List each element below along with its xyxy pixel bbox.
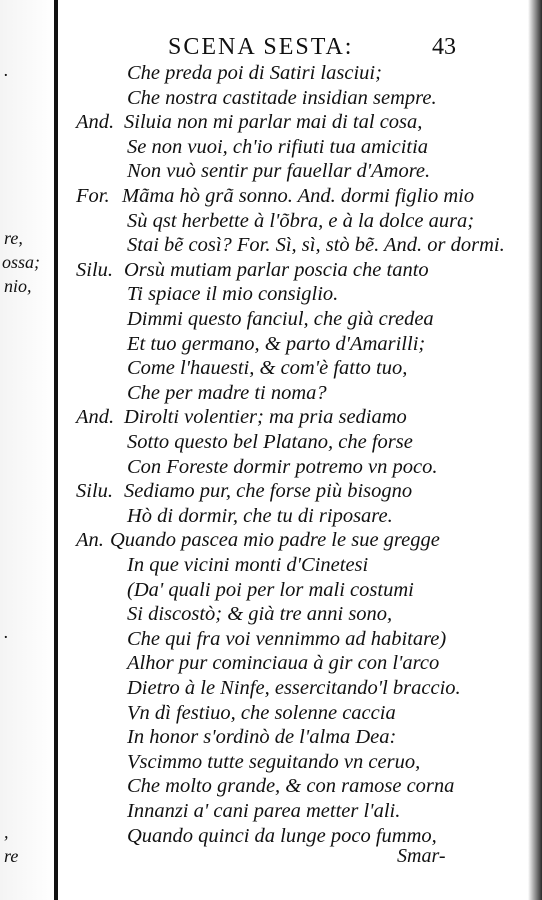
verse-line [0,136,520,162]
verse-text: Orsù mutiam parlar poscia che tanto [124,258,429,281]
verse-text: Quando quinci da lunge poco fummo, [127,824,437,847]
verse-text: Che per madre ti noma? [127,381,327,404]
verse-line [0,480,520,506]
verse-text: Che qui fra voi vennimmo ad habitare) [127,627,447,650]
verse-text: (Da' quali poi per lor mali costumi [127,578,414,601]
verse-line [0,259,520,285]
margin-fragment: ossa; [2,252,41,272]
verse-text: Siluia non mi parlar mai di tal cosa, [124,111,423,134]
verse-text: In que vicini monti d'Cinetesi [127,554,369,576]
speaker-label: Silu. [76,258,114,281]
verse-text: Dimmi questo fanciul, che già credea [127,308,434,330]
verse-text: Non vuò sentir pur fauellar d'Amore. [127,160,431,183]
verse-line [0,751,520,777]
verse-line [0,800,520,826]
catchword: Smar- [397,845,446,867]
verse-line [0,554,520,580]
verse-line [0,185,520,211]
speaker-label: Silu. [76,480,114,503]
verse-text: Si discostò; & già tre anni sono, [127,603,393,626]
margin-fragment: . [4,622,9,642]
verse-text: Vscimmo tutte seguitando vn ceruo, [127,750,421,773]
verse-line [0,603,520,629]
verse-line [0,431,520,457]
verse-line [0,775,520,801]
verse-line [0,628,520,654]
verse-text: Che molto grande, & con ramose corna [127,775,455,798]
verse-line [0,382,520,408]
margin-fragment: . [4,60,9,80]
verse-text: Se non vuoi, ch'io rifiuti tua amicitia [127,135,429,158]
verse-line [0,456,520,482]
verse-text: Et tuo germano, & parto d'Amarilli; [127,332,426,355]
verse-line [0,160,520,186]
margin-fragment: re [4,846,19,866]
verse-line [0,308,520,334]
verse-text: In honor s'ordinò de l'alma Dea: [127,726,397,749]
margin-fragment: re, [4,228,23,248]
verse-line [0,62,520,88]
speaker-label: An. [76,529,104,552]
verse-text: Con Foreste dormir potremo vn poco. [127,455,438,478]
verse-text: Mãma hò grã sonno. And. dormi figlio mio [122,185,475,207]
verse-text: Dirolti volentier; ma pria sediamo [124,406,407,429]
verse-text: Innanzi a' cani parea metter l'ali. [127,800,401,822]
speaker-label: For. [76,185,110,207]
verse-line [0,406,520,432]
page-edge-shadow [528,0,542,900]
verse-text: Come l'hauesti, & com'è fatto tuo, [127,357,408,380]
speaker-label: And. [76,111,115,134]
verse-text: Vn dì festiuo, che solenne caccia [127,701,396,724]
margin-fragment: , [4,822,9,842]
verse-line [0,357,520,383]
verse-line [0,210,520,236]
verse-text: Che preda poi di Satiri lasciui; [127,62,382,84]
speaker-label: And. [76,406,115,429]
verse-line [0,234,520,260]
verse-line [0,677,520,703]
verse-text: Alhor pur cominciaua à gir con l'arco [127,652,440,675]
verse-line [0,333,520,359]
verse-line [0,87,520,113]
margin-fragment: nio, [4,276,32,296]
verse-line [0,652,520,678]
verse-line [0,726,520,752]
verse-line [0,283,520,309]
verse-line [0,111,520,137]
verse-line [0,702,520,728]
verse-text: Ti spiace il mio consiglio. [127,283,339,306]
verse-text: Sotto questo bel Platano, che forse [127,431,413,453]
verse-line [0,579,520,605]
page-number: 43 [432,34,456,60]
verse-text: Stai bẽ così? For. Sì, sì, stò bẽ. And. or dormi. [127,234,505,257]
verse-text: Quando pascea mio padre le sue gregge [110,529,440,552]
verse-text: Sediamo pur, che forse più bisogno [124,480,413,503]
verse-text: Dietro à le Ninfe, essercitando'l braccio. [127,677,461,699]
verse-line [0,505,520,531]
verse-line [0,529,520,555]
verse-text: Hò di dormir, che tu di riposare. [127,504,393,527]
verse-text: Sù qst herbette à l'õbra, e à la dolce aura; [127,209,475,232]
scene-title: SCENA SESTA: [168,34,354,60]
verse-text: Che nostra castitade insidian sempre. [127,86,437,109]
